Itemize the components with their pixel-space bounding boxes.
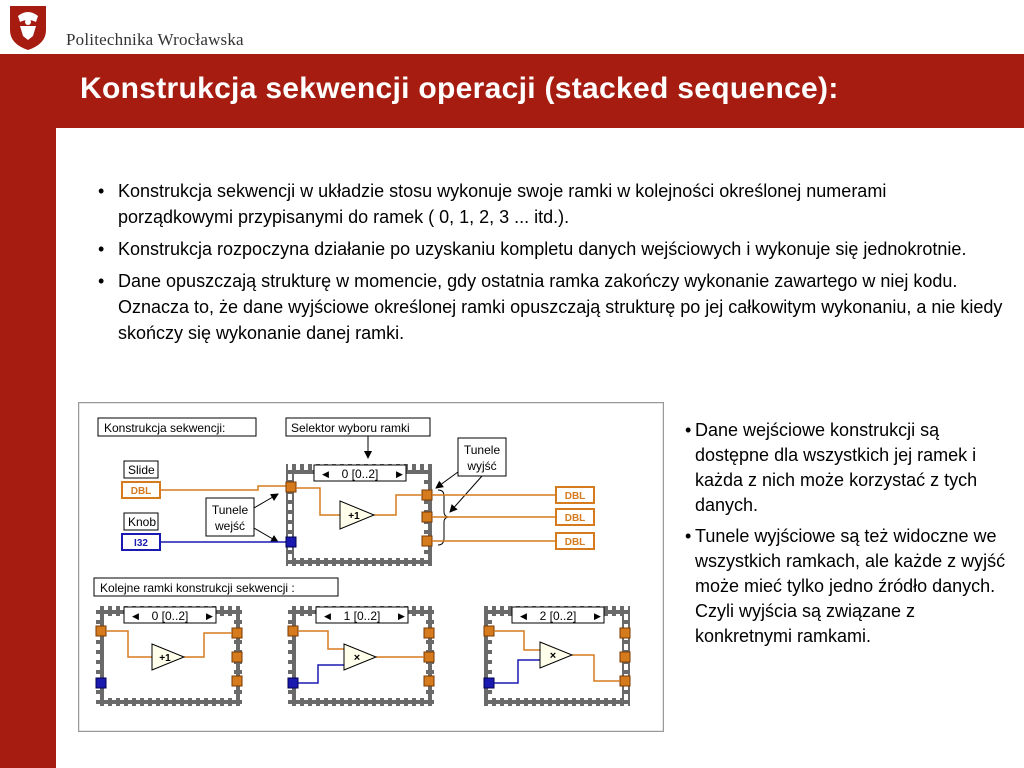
frame-1-selector-value: 1 [0..2] — [343, 609, 381, 623]
main-in-tunnel-i32 — [286, 537, 296, 547]
frame-1-right-arrow: ▶ — [398, 611, 405, 621]
slide-type: DBL — [130, 486, 152, 497]
title-bar — [56, 54, 1024, 128]
main-out-tunnel — [422, 536, 432, 546]
knob-type: I32 — [134, 538, 148, 549]
frame-0-selector-value: 0 [0..2] — [151, 609, 189, 623]
frame-1-in-tunnel — [288, 626, 298, 636]
slide-title: Konstrukcja sekwencji operacji (stacked sequence): — [80, 72, 839, 105]
label-out-tunnels-line2: wyjść — [467, 459, 497, 473]
frame-1-out-tunnel — [424, 676, 434, 686]
main-selector-value: 0 [0..2] — [341, 467, 379, 481]
frame-1-in-tunnel — [288, 678, 298, 688]
frame-1-multiply-label: × — [353, 652, 361, 664]
left-brand-bar — [0, 0, 56, 768]
frame-0-increment-label: +1 — [159, 653, 171, 664]
frame-2-in-tunnel — [484, 678, 494, 688]
frame-2-selector-value: 2 [0..2] — [539, 609, 577, 623]
frame-2-out-tunnel — [620, 652, 630, 662]
frame-0-in-tunnel — [96, 678, 106, 688]
side-note-item: • Dane wejściowe konstrukcji są dostępne dla wszystkich jej ramek i każda z nich może korzystać z tych danych. — [685, 418, 1015, 518]
main-out-tunnel — [422, 490, 432, 500]
frame-0-out-tunnel — [232, 652, 242, 662]
frame-2-out-tunnel — [620, 676, 630, 686]
frame-0-left-arrow: ◀ — [132, 611, 139, 621]
label-selector: Selektor wyboru ramki — [291, 421, 410, 435]
frame-0-in-tunnel — [96, 626, 106, 636]
frame-2-in-tunnel — [484, 626, 494, 636]
frame-0-out-tunnel — [232, 676, 242, 686]
label-in-tunnels-line1: Tunele — [211, 503, 249, 517]
brand-name: Politechnika Wrocławska — [66, 30, 244, 49]
frame-0-right-arrow: ▶ — [206, 611, 213, 621]
main-out-tunnel — [422, 512, 432, 522]
indicator-type: DBL — [564, 491, 586, 502]
label-frames: Kolejne ramki konstrukcji sekwencji : — [100, 581, 295, 595]
labview-sequence-diagram — [78, 402, 664, 732]
label-out-tunnels-line1: Tunele — [463, 443, 501, 457]
side-note-list — [685, 418, 1015, 655]
frame-2-right-arrow: ▶ — [594, 611, 601, 621]
main-selector-right-arrow: ▶ — [396, 469, 403, 479]
main-bullet-list — [94, 178, 1004, 352]
label-knob: Knob — [128, 515, 157, 529]
main-in-tunnel-dbl — [286, 482, 296, 492]
bullet-item: • Konstrukcja sekwencji w układzie stosu wykonuje swoje ramki w kolejności określonej numerami porządkowymi przypisanymi do ramek ( 0, 1, 2, 3 ... itd.). — [94, 178, 1004, 230]
frame-0-out-tunnel — [232, 628, 242, 638]
frame-1-out-tunnel — [424, 652, 434, 662]
frame-2-left-arrow: ◀ — [520, 611, 527, 621]
label-slide: Slide — [128, 463, 155, 477]
bullet-item: • Dane opuszczają strukturę w momencie, gdy ostatnia ramka zakończy wykonanie zawartego w niej kodu. Oznacza to, że dane wyjściowe określonej ramki opuszczają strukturę po jej całkowitym wykonaniu, a nie kiedy skończy się wykonanie danej ramki. — [94, 268, 1004, 346]
frame-2-out-tunnel — [620, 628, 630, 638]
label-in-tunnels-line2: wejść — [214, 519, 246, 533]
frame-1-left-arrow: ◀ — [324, 611, 331, 621]
indicator-type: DBL — [564, 537, 586, 548]
frame-2-multiply-label: × — [549, 650, 557, 662]
main-selector-left-arrow: ◀ — [322, 469, 329, 479]
university-logo — [0, 0, 56, 54]
indicator-type: DBL — [564, 513, 586, 524]
label-construction: Konstrukcja sekwencji: — [104, 421, 226, 435]
main-increment-label: +1 — [348, 511, 360, 522]
side-note-item: • Tunele wyjściowe są też widoczne we wszystkich ramkach, ale każde z wyjść może mieć tylko jedno źródło danych. Czyli wyjścia są związane z konkretnymi ramkami. — [685, 524, 1015, 649]
frame-1-out-tunnel — [424, 628, 434, 638]
bullet-item: • Konstrukcja rozpoczyna działanie po uzyskaniu kompletu danych wejściowych i wykonuje się jednokrotnie. — [94, 236, 1004, 262]
